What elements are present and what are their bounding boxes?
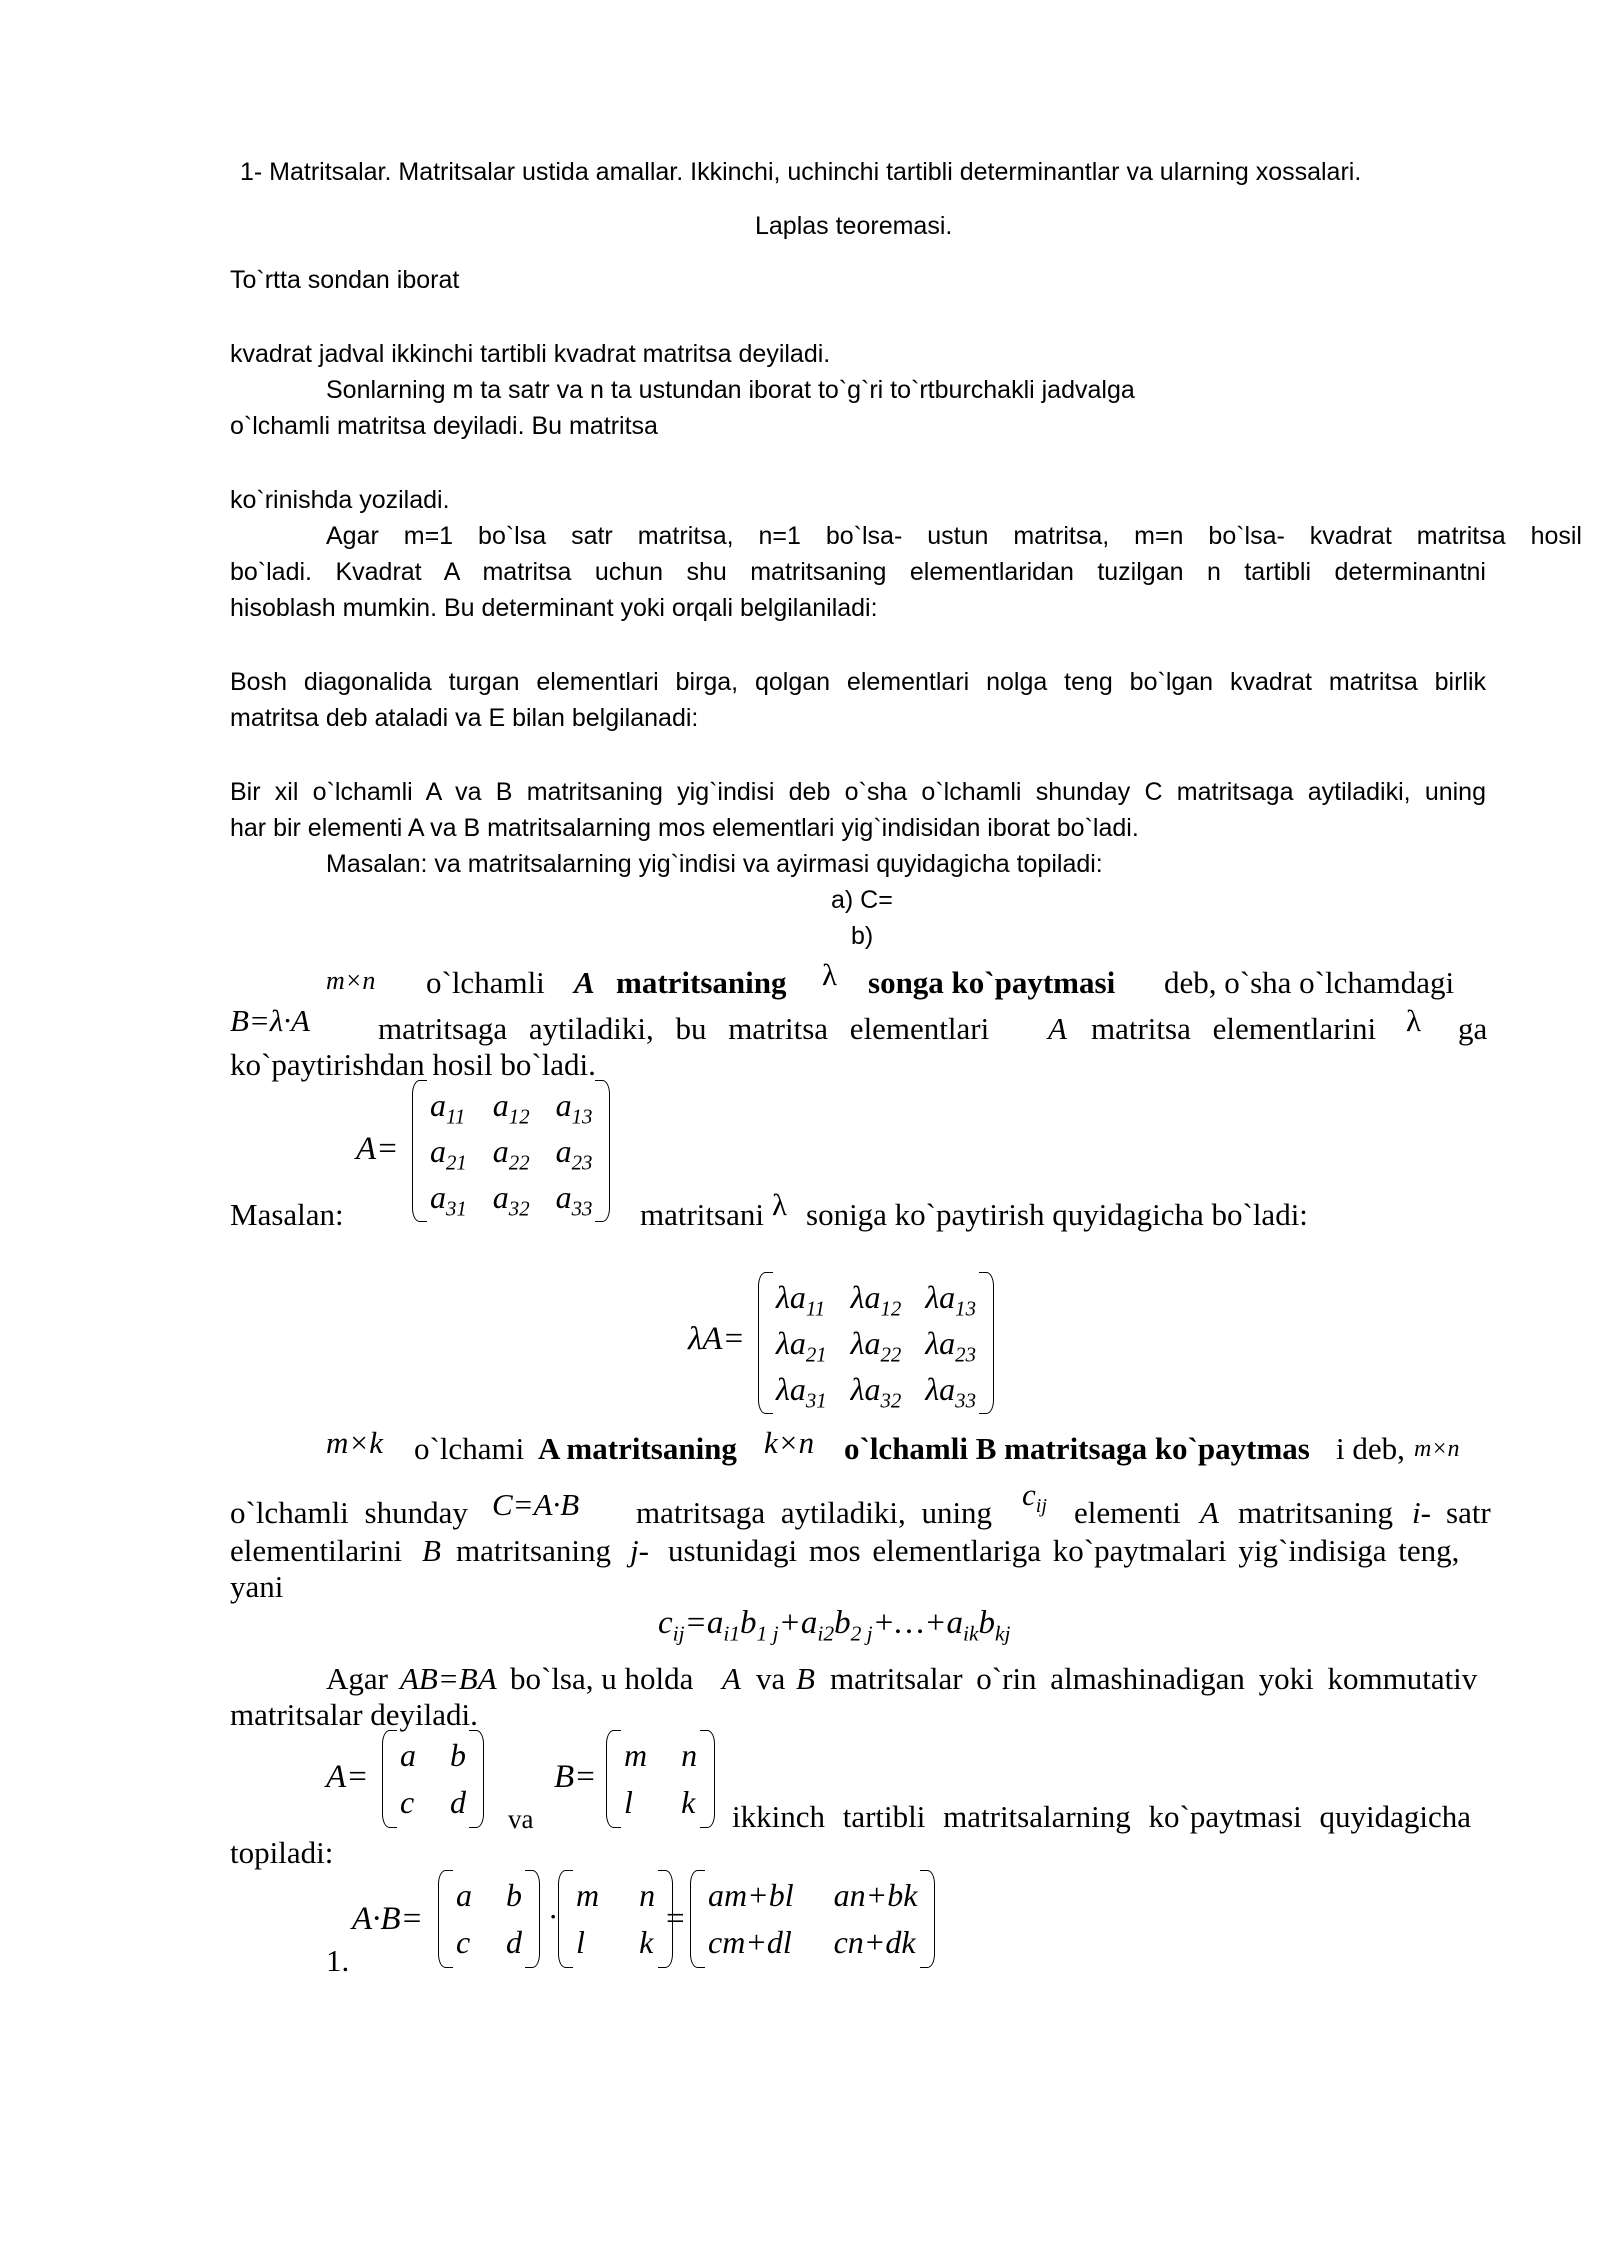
matrix-cell-index: 22 [508, 1151, 530, 1175]
matrix-lambda-A-grid [768, 1272, 984, 1414]
matrix-cell [925, 1366, 976, 1412]
matrix-cell: d [506, 1924, 522, 1960]
matrix-cell [851, 1274, 902, 1320]
matrix-result-grid [700, 1870, 925, 1968]
text-run: matritsaga aytiladiki, uning [636, 1495, 993, 1530]
formula-label: A·B= [352, 1901, 423, 1937]
left-paren [410, 1080, 422, 1222]
list-item-a: a) C= [831, 886, 893, 914]
paragraph: kvadrat jadval ikkinchi tartibli kvadrat matritsa deyiladi. [230, 340, 831, 368]
matrix-cell: k [681, 1784, 696, 1820]
list-item-b: b) [851, 922, 874, 950]
matrix-result [688, 1870, 937, 1968]
matrix-cell-base: a [789, 1325, 806, 1361]
matrix-cell: n [639, 1877, 656, 1913]
formula-B: B=λ·A [230, 1003, 310, 1038]
matrix-small-B-grid [616, 1730, 705, 1828]
matrix-symbol: B [422, 1533, 441, 1568]
matrix-cell [493, 1174, 530, 1220]
text-run: matritsalar deyiladi. [230, 1697, 478, 1732]
matrix-product-B [556, 1870, 675, 1968]
lambda-prefix: λ [776, 1279, 790, 1315]
matrix-symbol: A [1200, 1495, 1219, 1530]
text-run: matritsaning [456, 1533, 611, 1568]
matrix-small-A [380, 1730, 486, 1828]
formula-label: B= [554, 1759, 597, 1795]
dimension-symbol: m×k [326, 1425, 384, 1460]
formula-label: A= [326, 1759, 369, 1795]
matrix-product-A [436, 1870, 542, 1968]
right-paren [705, 1730, 717, 1828]
text-run: elementilarini [230, 1533, 403, 1568]
paragraph: ko`rinishda yoziladi. [230, 486, 450, 514]
matrix-cell-base: a [864, 1279, 881, 1315]
element-c: $c_{ij}$ [1022, 1477, 1047, 1518]
text-run: Agar [326, 1661, 388, 1696]
lambda-prefix: λ [776, 1371, 790, 1407]
matrix-symbol: A [722, 1661, 741, 1696]
dimension-symbol: m×n [1414, 1436, 1460, 1462]
matrix-A-grid [422, 1080, 600, 1222]
right-paren [474, 1730, 486, 1828]
matrix-cell-index: 31 [805, 1389, 827, 1413]
text-run: elementi [1074, 1495, 1181, 1530]
matrix-A [410, 1080, 612, 1222]
matrix-cell: cm+dl [708, 1924, 792, 1960]
text-run: j- [630, 1533, 649, 1568]
matrix-cell-base: a [939, 1371, 956, 1407]
matrix-cell: m [624, 1737, 648, 1773]
matrix-cell-index: 12 [880, 1297, 902, 1321]
paragraph-line: Bir xil o`lchamli A va B matritsaning yig`indisi deb o`sha o`lchamli shunday C matritsaga aytiladiki, uning [230, 778, 1486, 806]
left-paren [604, 1730, 616, 1828]
matrix-cell-base: a [555, 1133, 572, 1169]
text-run: yani [230, 1569, 284, 1604]
text-run: satr [1446, 1495, 1491, 1530]
text-run: i- [1412, 1495, 1431, 1530]
matrix-cell-base: a [430, 1087, 446, 1123]
matrix-cell-index: 21 [805, 1343, 827, 1367]
dimension-symbol: k×n [764, 1425, 815, 1460]
matrix-cell [430, 1082, 467, 1128]
matrix-cell: b [506, 1877, 522, 1913]
document-title: 1- Matritsalar. Matritsalar ustida amallar. Ikkinchi, uchinchi tartibli determinantlar va ularning xossalari. [240, 158, 1362, 186]
lambda-prefix: λ [925, 1325, 940, 1361]
matrix-small-B [604, 1730, 717, 1828]
matrix-cell-base: a [555, 1179, 572, 1215]
lambda-prefix: λ [925, 1371, 940, 1407]
matrix-cell [776, 1320, 827, 1366]
dimension-symbol: m×n [326, 966, 376, 995]
paragraph-line: matritsa deb ataladi va E bilan belgilanadi: [230, 704, 699, 732]
text-run: songa ko`paytmasi [868, 965, 1116, 1000]
matrix-cell-base: a [939, 1325, 956, 1361]
matrix-cell [493, 1082, 530, 1128]
text-run: va [756, 1661, 786, 1696]
matrix-cell-index: 13 [955, 1297, 976, 1321]
text-run: ga [1458, 1011, 1488, 1046]
dot-operator: · [548, 1899, 559, 1934]
matrix-cell [925, 1274, 976, 1320]
matrix-cell-index: 32 [508, 1197, 530, 1221]
equals-sign: = [666, 1901, 685, 1937]
text-run: soniga ko`paytirish quyidagicha bo`ladi: [806, 1197, 1308, 1232]
lambda-prefix: λ [850, 1325, 865, 1361]
text-run: va [508, 1804, 534, 1834]
paragraph-line: bo`ladi. Kvadrat A matritsa uchun shu matritsaning elementlaridan tuzilgan n tartibli determinantni [230, 558, 1486, 586]
product-formula: $c_{ij}=a_{i1}b_{1 j}+a_{i2}b_{2 j}+\dots+a_{ik}b_{kj}$ [658, 1605, 1011, 1646]
matrix-lambda-A [756, 1272, 996, 1414]
matrix-cell [430, 1128, 467, 1174]
paragraph-line: hisoblash mumkin. Bu determinant yoki orqali belgilaniladi: [230, 594, 878, 622]
text-run: i deb, [1336, 1431, 1405, 1466]
matrix-cell: cn+dk [833, 1924, 916, 1960]
text-run: ustunidagi mos elementlariga ko`paytmalari yig`indisiga teng, [668, 1533, 1460, 1568]
matrix-cell: n [681, 1737, 698, 1773]
matrix-cell-base: a [492, 1087, 509, 1123]
paragraph-line: Bosh diagonalida turgan elementlari birga, qolgan elementlari nolga teng bo`lgan kvadrat matritsa birlik [230, 668, 1486, 696]
matrix-cell-base: a [430, 1133, 446, 1169]
matrix-cell [556, 1082, 593, 1128]
left-paren [436, 1870, 448, 1968]
formula-label: λA= [688, 1321, 745, 1357]
matrix-cell-base: a [939, 1279, 956, 1315]
text-run: ko`paytirishdan hosil bo`ladi. [230, 1047, 596, 1082]
paragraph-line: Masalan: va matritsalarning yig`indisi va ayirmasi quyidagicha topiladi: [326, 850, 1103, 878]
text-run: bo`lsa, u holda [510, 1661, 694, 1696]
matrix-cell-index: 31 [446, 1197, 467, 1221]
right-paren [925, 1870, 937, 1968]
lambda-prefix: λ [850, 1371, 865, 1407]
text-run: o`lchami [414, 1431, 525, 1466]
matrix-cell: l [576, 1924, 585, 1960]
left-paren [756, 1272, 768, 1414]
text-run: matritsaga aytiladiki, bu matritsa elementlari [378, 1011, 990, 1046]
matrix-cell-base: a [789, 1279, 806, 1315]
matrix-cell [493, 1128, 530, 1174]
matrix-cell-index: 32 [880, 1389, 902, 1413]
matrix-cell-index: 23 [955, 1343, 976, 1367]
matrix-cell: c [456, 1924, 471, 1960]
text-run: Masalan: [230, 1197, 344, 1232]
matrix-cell [556, 1174, 593, 1220]
matrix-cell-base: a [555, 1087, 572, 1123]
lambda-prefix: λ [850, 1279, 865, 1315]
matrix-cell: d [450, 1784, 466, 1820]
text-run: ikkinch tartibli matritsalarning ko`paytmasi quyidagicha [732, 1799, 1472, 1834]
matrix-cell-index: 33 [571, 1197, 593, 1221]
matrix-cell: an+bk [833, 1877, 918, 1913]
right-paren [600, 1080, 612, 1222]
text-run: o`lchamli B matritsaga ko`paytmas [844, 1431, 1310, 1466]
matrix-cell: l [624, 1784, 633, 1820]
matrix-cell: c [400, 1784, 415, 1820]
right-paren [984, 1272, 996, 1414]
matrix-cell-index: 21 [446, 1151, 467, 1175]
paragraph-line: Agar m=1 bo`lsa satr matritsa, n=1 bo`lsa- ustun matritsa, m=n bo`lsa- kvadrat matritsa hosil [326, 522, 1582, 550]
matrix-cell-base: a [492, 1133, 509, 1169]
paragraph-line: har bir elementi A va B matritsalarning mos elementlari yig`indisidan iborat bo`ladi. [230, 814, 1139, 842]
left-paren [556, 1870, 568, 1968]
text-run: matritsaning [616, 965, 787, 1000]
matrix-cell [851, 1366, 902, 1412]
text-run: matritsaning [1238, 1495, 1393, 1530]
lambda-symbol: λ [822, 957, 838, 992]
matrix-cell-base: a [430, 1179, 446, 1215]
matrix-cell: a [400, 1737, 416, 1773]
text-run: matritsa elementlarini [1091, 1011, 1377, 1046]
matrix-cell [430, 1174, 467, 1220]
right-paren [530, 1870, 542, 1968]
paragraph: To`rtta sondan iborat [230, 266, 460, 294]
formula-label: A= [356, 1131, 399, 1167]
document-subtitle: Laplas teoremasi. [755, 212, 953, 240]
text-run: matritsalar o`rin almashinadigan yoki kommutativ [830, 1661, 1478, 1696]
matrix-cell-index: 22 [880, 1343, 902, 1367]
lambda-symbol: λ [772, 1187, 788, 1222]
text-run: o`lchamli shunday [230, 1495, 468, 1530]
text-run: matritsani [640, 1197, 764, 1232]
matrix-cell: am+bl [708, 1877, 794, 1913]
formula-AB: AB=BA [400, 1661, 497, 1696]
matrix-cell-index: 11 [805, 1297, 826, 1321]
text-run: A matritsaning [538, 1431, 737, 1466]
matrix-cell-base: a [864, 1325, 881, 1361]
formula-C: C=A·B [492, 1487, 580, 1522]
left-paren [688, 1870, 700, 1968]
lambda-prefix: λ [776, 1325, 790, 1361]
matrix-cell-index: 12 [508, 1105, 530, 1129]
matrix-cell-index: 33 [955, 1389, 976, 1413]
lambda-symbol: λ [1406, 1003, 1422, 1038]
matrix-symbol: B [796, 1661, 815, 1696]
text-run: deb, o`sha o`lchamdagi [1164, 965, 1455, 1000]
matrix-cell [776, 1366, 827, 1412]
math-inline [326, 960, 375, 1000]
matrix-cell: m [576, 1877, 600, 1913]
left-paren [380, 1730, 392, 1828]
paragraph: Sonlarning m ta satr va n ta ustundan iborat to`g`ri to`rtburchakli jadvalga [326, 376, 1135, 404]
matrix-cell-index: 11 [446, 1105, 466, 1129]
text-run: topiladi: [230, 1835, 334, 1870]
matrix-cell-index: 23 [571, 1151, 593, 1175]
matrix-cell-base: a [789, 1371, 806, 1407]
matrix-cell: a [456, 1877, 472, 1913]
list-number: 1. [326, 1943, 350, 1978]
matrix-symbol: A [574, 965, 595, 1000]
matrix-symbol: A [1048, 1011, 1067, 1046]
matrix-cell-base: a [864, 1371, 881, 1407]
matrix-cell-index: 13 [571, 1105, 593, 1129]
matrix-cell: b [450, 1737, 466, 1773]
matrix-cell [776, 1274, 827, 1320]
matrix-cell [851, 1320, 902, 1366]
matrix-product-B-grid [568, 1870, 663, 1968]
paragraph: o`lchamli matritsa deyiladi. Bu matritsa [230, 412, 658, 440]
matrix-small-A-grid [392, 1730, 474, 1828]
lambda-prefix: λ [925, 1279, 940, 1315]
matrix-cell: k [639, 1924, 654, 1960]
matrix-cell [925, 1320, 976, 1366]
text-run: o`lchamli [426, 965, 545, 1000]
matrix-cell-base: a [492, 1179, 509, 1215]
matrix-product-A-grid [448, 1870, 530, 1968]
matrix-cell [556, 1128, 593, 1174]
